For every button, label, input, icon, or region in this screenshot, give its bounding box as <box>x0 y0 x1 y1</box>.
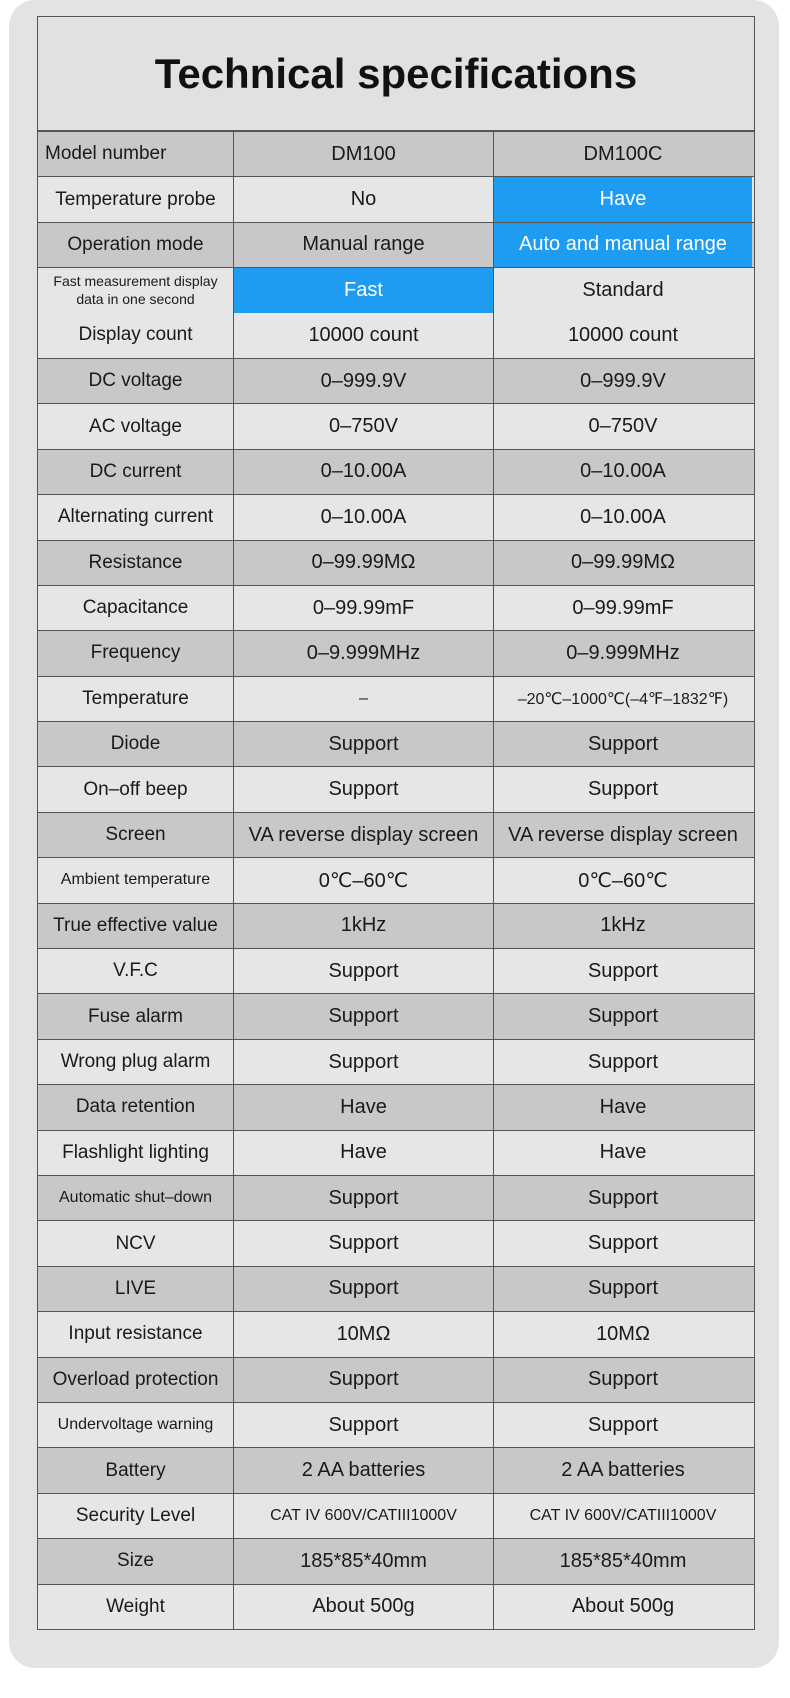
table-row <box>38 903 754 948</box>
row-label: Display count <box>38 313 234 358</box>
row-value-model-1: Have <box>234 1131 494 1175</box>
row-label: Fast measurement display data in one second <box>38 268 234 312</box>
row-value-model-2: Have <box>599 1095 647 1118</box>
row-value-model-1: Support <box>234 767 494 811</box>
table-row <box>38 1357 754 1402</box>
table-row <box>38 1538 754 1583</box>
row-label: Fuse alarm <box>38 994 234 1038</box>
row-label: Size <box>38 1539 234 1583</box>
row-label: Input resistance <box>38 1312 234 1356</box>
row-value-model-1: Support <box>234 722 494 766</box>
row-value-model-2: Support <box>587 1232 659 1255</box>
row-label: Security Level <box>38 1494 234 1538</box>
row-label: Temperature probe <box>38 177 234 221</box>
row-value-model-2: 1kHz <box>600 914 646 937</box>
row-value-model-1: CAT IV 600V/CATIII1000V <box>234 1494 494 1538</box>
row-label: Diode <box>38 722 234 766</box>
row-value-model-2: 10000 count <box>567 323 679 346</box>
row-label: Operation mode <box>38 223 234 267</box>
row-value-model-1: Support <box>234 994 494 1038</box>
row-value-model-2: Have <box>599 1141 647 1164</box>
table-row <box>38 948 754 993</box>
table-row <box>38 1266 754 1311</box>
row-value-model-2: Support <box>587 959 659 982</box>
header-label: Model number <box>38 132 234 176</box>
table-row <box>38 676 754 721</box>
header-model-1: DM100 <box>234 132 494 176</box>
table-row <box>38 857 754 902</box>
row-value-model-2: Support <box>587 1368 659 1391</box>
spec-table <box>37 16 755 1630</box>
row-value-model-2: Support <box>587 732 659 755</box>
row-value-model-2: 0–10.00A <box>580 460 666 483</box>
row-label: Alternating current <box>38 495 234 539</box>
row-value-model-2: Support <box>587 1413 659 1436</box>
row-value-model-1: 0–999.9V <box>234 359 494 403</box>
header-model-2: DM100C <box>583 142 663 165</box>
table-row <box>38 1493 754 1538</box>
row-value-model-1: 0–9.999MHz <box>234 631 494 675</box>
table-row <box>38 585 754 630</box>
table-header-row <box>38 131 754 176</box>
row-value-model-1: Have <box>234 1085 494 1129</box>
table-row <box>38 222 754 267</box>
row-label: DC voltage <box>38 359 234 403</box>
row-value-model-2: 10MΩ <box>596 1322 650 1345</box>
table-row <box>38 630 754 675</box>
row-label: Capacitance <box>38 586 234 630</box>
table-row <box>38 1039 754 1084</box>
row-value-model-1: 0℃–60℃ <box>234 858 494 902</box>
row-label: Flashlight lighting <box>38 1131 234 1175</box>
row-label: V.F.C <box>38 949 234 993</box>
table-row <box>38 721 754 766</box>
row-value-model-1: Support <box>234 1267 494 1311</box>
row-value-model-2: Support <box>587 1186 659 1209</box>
row-value-model-1: 0–10.00A <box>234 495 494 539</box>
row-value-model-2: 0–99.99MΩ <box>571 551 675 574</box>
row-label: LIVE <box>38 1267 234 1311</box>
row-value-model-2: About 500g <box>571 1595 675 1618</box>
row-label: Overload protection <box>38 1358 234 1402</box>
row-label: Automatic shut–down <box>38 1176 234 1220</box>
row-value-model-2: 2 AA batteries <box>561 1459 685 1482</box>
table-row <box>38 1311 754 1356</box>
row-value-model-2: –20℃–1000℃(–4℉–1832℉) <box>517 690 729 708</box>
table-row <box>38 1447 754 1492</box>
row-value-model-2: 0℃–60℃ <box>578 869 668 892</box>
row-value-model-2: 185*85*40mm <box>559 1549 687 1572</box>
table-row <box>38 540 754 585</box>
row-value-model-2: 0–999.9V <box>580 369 666 392</box>
table-row <box>38 1402 754 1447</box>
table-row <box>38 1584 754 1629</box>
row-value-model-1: About 500g <box>234 1585 494 1629</box>
row-label: Weight <box>38 1585 234 1629</box>
table-row <box>38 403 754 448</box>
row-value-model-1: 0–99.99mF <box>234 586 494 630</box>
row-value-model-1: 0–99.99MΩ <box>234 541 494 585</box>
row-value-model-1: – <box>234 677 494 721</box>
table-row <box>38 313 754 358</box>
table-row <box>38 267 754 312</box>
row-value-model-1: Manual range <box>234 223 494 267</box>
row-label: Ambient temperature <box>38 858 234 902</box>
row-label: Resistance <box>38 541 234 585</box>
row-value-model-1: 10000 count <box>234 313 494 358</box>
row-value-model-1: 1kHz <box>234 904 494 948</box>
row-value-model-2: Support <box>587 1005 659 1028</box>
row-value-model-1-highlight: Fast <box>234 268 494 312</box>
row-value-model-1: 2 AA batteries <box>234 1448 494 1492</box>
row-value-model-2-highlight: Have <box>494 177 752 221</box>
row-value-model-1: No <box>234 177 494 221</box>
row-value-model-2: Support <box>587 778 659 801</box>
row-value-model-2-highlight: Auto and manual range <box>494 223 752 267</box>
row-value-model-1: 185*85*40mm <box>234 1539 494 1583</box>
row-value-model-2: Standard <box>582 278 664 301</box>
row-value-model-1: Support <box>234 949 494 993</box>
page-title: Technical specifications <box>38 17 754 131</box>
table-row <box>38 812 754 857</box>
row-label: AC voltage <box>38 404 234 448</box>
row-value-model-2: Support <box>587 1277 659 1300</box>
table-row <box>38 993 754 1038</box>
table-row <box>38 1084 754 1129</box>
table-row <box>38 1175 754 1220</box>
row-label: True effective value <box>38 904 234 948</box>
row-label: Battery <box>38 1448 234 1492</box>
row-label: DC current <box>38 450 234 494</box>
row-value-model-1: Support <box>234 1358 494 1402</box>
row-label: Screen <box>38 813 234 857</box>
table-row <box>38 449 754 494</box>
row-label: Data retention <box>38 1085 234 1129</box>
row-value-model-1: Support <box>234 1403 494 1447</box>
table-row <box>38 1220 754 1265</box>
row-value-model-1: Support <box>234 1040 494 1084</box>
row-value-model-2: VA reverse display screen <box>508 823 738 846</box>
row-value-model-1: 0–10.00A <box>234 450 494 494</box>
row-value-model-2: Support <box>587 1050 659 1073</box>
row-value-model-1: 0–750V <box>234 404 494 448</box>
row-value-model-1: VA reverse display screen <box>234 813 494 857</box>
table-row <box>38 358 754 403</box>
row-label: On–off beep <box>38 767 234 811</box>
row-label: Wrong plug alarm <box>38 1040 234 1084</box>
table-row <box>38 176 754 221</box>
table-row <box>38 494 754 539</box>
row-value-model-2: 0–9.999MHz <box>566 641 680 664</box>
row-value-model-2: 0–750V <box>588 415 658 438</box>
row-label: Temperature <box>38 677 234 721</box>
row-value-model-2: 0–99.99mF <box>572 596 674 619</box>
row-label: Undervoltage warning <box>38 1403 234 1447</box>
table-row <box>38 766 754 811</box>
row-label: NCV <box>38 1221 234 1265</box>
table-row <box>38 1130 754 1175</box>
row-value-model-1: 10MΩ <box>234 1312 494 1356</box>
row-value-model-1: Support <box>234 1176 494 1220</box>
row-value-model-2: CAT IV 600V/CATIII1000V <box>529 1506 717 1524</box>
row-value-model-2: 0–10.00A <box>580 505 666 528</box>
row-value-model-1: Support <box>234 1221 494 1265</box>
row-label: Frequency <box>38 631 234 675</box>
